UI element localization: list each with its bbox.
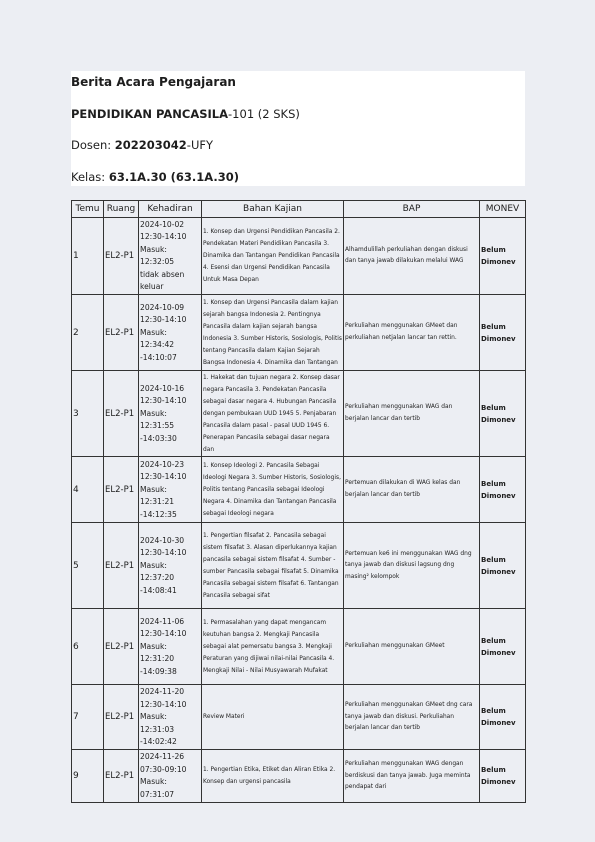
cell-temu: 9 bbox=[72, 750, 104, 803]
cell-temu: 1 bbox=[72, 218, 104, 295]
kelas-line bbox=[71, 170, 239, 184]
table-row bbox=[72, 457, 526, 523]
monev-status: Belum bbox=[481, 765, 506, 774]
monev-status: Dimonev bbox=[481, 334, 516, 343]
cell-monev bbox=[480, 750, 526, 803]
cell-ruang: EL2-P1 bbox=[104, 685, 139, 750]
monev-status: Dimonev bbox=[481, 415, 516, 424]
col-header-bap: BAP bbox=[344, 201, 480, 218]
cell-temu: 2 bbox=[72, 295, 104, 371]
kehadiran-line: 12:30-14:10 bbox=[140, 232, 187, 242]
table-row bbox=[72, 523, 526, 609]
bahan-kajian-text: 1. Konsep dan Urgensi Pendidikan Pancasila 2. Pendekatan Materi Pendidikan Pancasila 3. Dinamika dan Tantangan Pendidikan Pancasila 4. Esensi dan Urgensi Pendidikan Pancasila Untuk Masa Depan bbox=[203, 229, 340, 284]
bahan-kajian-text: 1. Konsep dan Urgensi Pancasila dalam kajian sejarah bangsa Indonesia 2. Pentingnya Pancasila dalam kajian sejarah bangsa Indonesia 3. Sumber Historis, Sosiologis, Politis tentang Pancasila dalam Kajian Sejarah Bangsa Indonesia 4. Dinamika dan Tantangan bbox=[203, 299, 342, 366]
cell-kehadiran bbox=[139, 457, 202, 523]
monev-status: Belum bbox=[481, 707, 506, 716]
kehadiran-line: 12:30-14:10 bbox=[140, 548, 187, 558]
cell-temu: 5 bbox=[72, 523, 104, 609]
kelas-value: 63.1A.30 (63.1A.30) bbox=[108, 170, 240, 184]
kehadiran-line: Masuk: 12:31:03 bbox=[140, 712, 175, 734]
cell-monev bbox=[480, 457, 526, 523]
kehadiran-line: 2024-11-20 bbox=[140, 687, 185, 697]
course-name: PENDIDIKAN PANCASILA bbox=[71, 107, 229, 121]
bahan-kajian-text: Review Materi bbox=[203, 714, 245, 721]
table-row bbox=[72, 371, 526, 457]
cell-monev bbox=[480, 295, 526, 371]
cell-kehadiran bbox=[139, 523, 202, 609]
monev-status: Dimonev bbox=[481, 778, 516, 787]
kehadiran-line: Masuk: 12:32:05 bbox=[140, 244, 175, 267]
kehadiran-line: Masuk: 12:31:55 bbox=[140, 408, 175, 431]
dosen-label: Dosen: bbox=[71, 138, 115, 152]
monev-status: Dimonev bbox=[481, 648, 516, 657]
course-code: -101 (2 SKS) bbox=[228, 107, 300, 121]
cell-ruang: EL2-P1 bbox=[104, 609, 139, 685]
cell-bahan-kajian bbox=[202, 685, 344, 750]
monev-status: Dimonev bbox=[481, 258, 516, 267]
cell-bap bbox=[344, 457, 480, 523]
cell-monev bbox=[480, 523, 526, 609]
kehadiran-line: keluar bbox=[140, 282, 164, 292]
table-body bbox=[72, 218, 526, 803]
cell-ruang: EL2-P1 bbox=[104, 457, 139, 523]
dosen-suffix: -UFY bbox=[186, 138, 214, 152]
cell-monev bbox=[480, 371, 526, 457]
col-header-ruang: Ruang bbox=[104, 201, 139, 218]
kehadiran-line: Masuk: 12:31:20 bbox=[140, 641, 175, 664]
cell-bahan-kajian bbox=[202, 457, 344, 523]
kehadiran-line: -14:02:42 bbox=[140, 737, 177, 747]
cell-bap bbox=[344, 523, 480, 609]
col-header-bahan-kajian: Bahan Kajian bbox=[202, 201, 344, 218]
bahan-kajian-text: 1. Konsep Ideologi 2. Pancasila Sebagai Ideologi Negara 3. Sumber Historis, Sosiologis, Politis tentang Pancasila sebagai Ideologi Negara 4. Dinamika dan Tantangan Pancasila sebagai Ideologi negara bbox=[203, 462, 341, 517]
dosen-id: 202203042 bbox=[114, 138, 187, 152]
monev-status: Belum bbox=[481, 479, 506, 488]
monev-status: Belum bbox=[481, 555, 506, 564]
kehadiran-line: -14:12:35 bbox=[140, 509, 177, 519]
kehadiran-line: -14:10:07 bbox=[140, 352, 177, 362]
bap-table bbox=[71, 200, 526, 803]
cell-bahan-kajian bbox=[202, 371, 344, 457]
cell-ruang: EL2-P1 bbox=[104, 218, 139, 295]
cell-monev bbox=[480, 609, 526, 685]
cell-bahan-kajian bbox=[202, 750, 344, 803]
cell-bahan-kajian bbox=[202, 295, 344, 371]
cell-monev bbox=[480, 218, 526, 295]
kehadiran-line: 2024-10-16 bbox=[140, 383, 185, 393]
cell-ruang: EL2-P1 bbox=[104, 523, 139, 609]
kehadiran-line: Masuk: 07:31:07 bbox=[140, 777, 175, 799]
kehadiran-line: 07:30-09:10 bbox=[140, 764, 187, 774]
table-row bbox=[72, 218, 526, 295]
kehadiran-line: 2024-10-02 bbox=[140, 220, 185, 229]
table-row bbox=[72, 750, 526, 803]
bap-text: Perkuliahan menggunakan GMeet bbox=[345, 643, 445, 650]
bap-text: Perkuliahan menggunakan GMeet dng cara tanya jawab dan diskusi. Perkuliahan berjalan lancar dan tertib bbox=[345, 702, 473, 732]
monev-status: Belum bbox=[481, 636, 506, 645]
monev-status: Belum bbox=[481, 322, 506, 331]
document-header bbox=[71, 71, 525, 186]
cell-temu: 6 bbox=[72, 609, 104, 685]
bahan-kajian-text: 1. Pengertian filsafat 2. Pancasila sebagai sistem filsafat 3. Alasan diperlukannya kajian pancasila sebagai sistem filsafat 4. Sumber - sumber Pancasila sebagai filsafat 5. Dinamika Pancasila sebagai sistem filsafat 6. Tantangan Pancasila sebagai sifat bbox=[203, 532, 339, 599]
monev-status: Dimonev bbox=[481, 719, 516, 728]
cell-temu: 3 bbox=[72, 371, 104, 457]
cell-bap bbox=[344, 609, 480, 685]
kehadiran-line: 2024-11-26 bbox=[140, 752, 185, 762]
cell-bahan-kajian bbox=[202, 218, 344, 295]
cell-kehadiran bbox=[139, 609, 202, 685]
monev-status: Belum bbox=[481, 403, 506, 412]
kehadiran-line: -14:08:41 bbox=[140, 585, 177, 595]
cell-bap bbox=[344, 750, 480, 803]
cell-bap bbox=[344, 685, 480, 750]
kehadiran-line: -14:03:30 bbox=[140, 433, 177, 443]
monev-status: Belum bbox=[481, 245, 506, 254]
kehadiran-line: tidak absen bbox=[140, 269, 185, 279]
col-header-monev: MONEV bbox=[480, 201, 526, 218]
col-header-temu: Temu bbox=[72, 201, 104, 218]
cell-bap bbox=[344, 295, 480, 371]
bahan-kajian-text: 1. Hakekat dan tujuan negara 2. Konsep dasar negara Pancasila 3. Pendekatan Pancasila sebagai dasar negara 4. Hubungan Pancasila dengan pembukaan UUD 1945 5. Penjabaran Pancasila dalam pasal - pasal UUD 1945 6. Penerapan Pancasila sebagai dasar negara dan bbox=[203, 375, 340, 454]
cell-temu: 4 bbox=[72, 457, 104, 523]
monev-status: Dimonev bbox=[481, 567, 516, 576]
bap-text: Pertemuan dilakukan di WAG kelas dan berjalan lancar dan tertib bbox=[345, 480, 461, 498]
cell-bahan-kajian bbox=[202, 609, 344, 685]
cell-ruang: EL2-P1 bbox=[104, 295, 139, 371]
kehadiran-line: -14:09:38 bbox=[140, 666, 177, 676]
kehadiran-line: 12:30-14:10 bbox=[140, 315, 187, 325]
cell-kehadiran bbox=[139, 295, 202, 371]
table-row bbox=[72, 685, 526, 750]
bap-text: Perkuliahan menggunakan WAG dengan berdiskusi dan tanya jawab. Juga meminta pendapat dari bbox=[345, 761, 471, 791]
kehadiran-line: 2024-10-30 bbox=[140, 535, 185, 545]
cell-bap bbox=[344, 218, 480, 295]
kehadiran-line: 12:30-14:10 bbox=[140, 699, 187, 709]
col-header-kehadiran: Kehadiran bbox=[139, 201, 202, 218]
cell-kehadiran bbox=[139, 371, 202, 457]
kehadiran-line: 12:30-14:10 bbox=[140, 396, 187, 406]
kehadiran-line: 2024-11-06 bbox=[140, 616, 185, 626]
cell-ruang: EL2-P1 bbox=[104, 371, 139, 457]
table-row bbox=[72, 295, 526, 371]
kehadiran-line: 12:30-14:10 bbox=[140, 629, 187, 639]
cell-bahan-kajian bbox=[202, 523, 344, 609]
cell-monev bbox=[480, 685, 526, 750]
kehadiran-line: Masuk: 12:31:21 bbox=[140, 484, 175, 507]
bap-text: Alhamdulillah perkuliahan dengan diskusi dan tanya jawab dilakukan melalui WAG bbox=[345, 246, 468, 265]
cell-kehadiran bbox=[139, 685, 202, 750]
kehadiran-line: 2024-10-23 bbox=[140, 459, 185, 469]
kehadiran-line: 12:30-14:10 bbox=[140, 472, 187, 482]
bap-text: Perkuliahan menggunakan GMeet dan perkuliahan netjalan lancar tan rettin. bbox=[345, 323, 458, 341]
cell-kehadiran bbox=[139, 750, 202, 803]
cell-bap bbox=[344, 371, 480, 457]
bahan-kajian-text: 1. Pengertian Etika, Etiket dan Aliran Etika 2. Konsep dan urgensi pancasila bbox=[203, 767, 336, 786]
table-header-row bbox=[72, 201, 526, 218]
table-row bbox=[72, 609, 526, 685]
dosen-line bbox=[71, 138, 213, 152]
cell-kehadiran bbox=[139, 218, 202, 295]
monev-status: Dimonev bbox=[481, 491, 516, 500]
bahan-kajian-text: 1. Permasalahan yang dapat mengancam keutuhan bangsa 2. Mengkaji Pancasila sebagai alat pemersatu bangsa 3. Mengkaji Peraturan yang dijiwai nilai-nilai Pancasila 4. Mengkaji Nilai - Nilai Musyawarah Mufakat bbox=[203, 619, 335, 674]
kelas-label: Kelas: bbox=[71, 170, 109, 184]
bap-text: Perkuliahan menggunakan WAG dan berjalan lancar dan tertib bbox=[345, 404, 453, 422]
document-title: Berita Acara Pengajaran bbox=[71, 75, 236, 89]
course-line bbox=[71, 107, 300, 121]
bap-text: Pertemuan ke6 ini menggunakan WAG dng tanya jawab dan diskusi lagsung dng masing² kelompok bbox=[345, 550, 472, 580]
cell-temu: 7 bbox=[72, 685, 104, 750]
kehadiran-line: Masuk: 12:34:42 bbox=[140, 327, 175, 350]
kehadiran-line: Masuk: 12:37:20 bbox=[140, 560, 175, 583]
cell-ruang: EL2-P1 bbox=[104, 750, 139, 803]
kehadiran-line: 2024-10-09 bbox=[140, 302, 185, 312]
